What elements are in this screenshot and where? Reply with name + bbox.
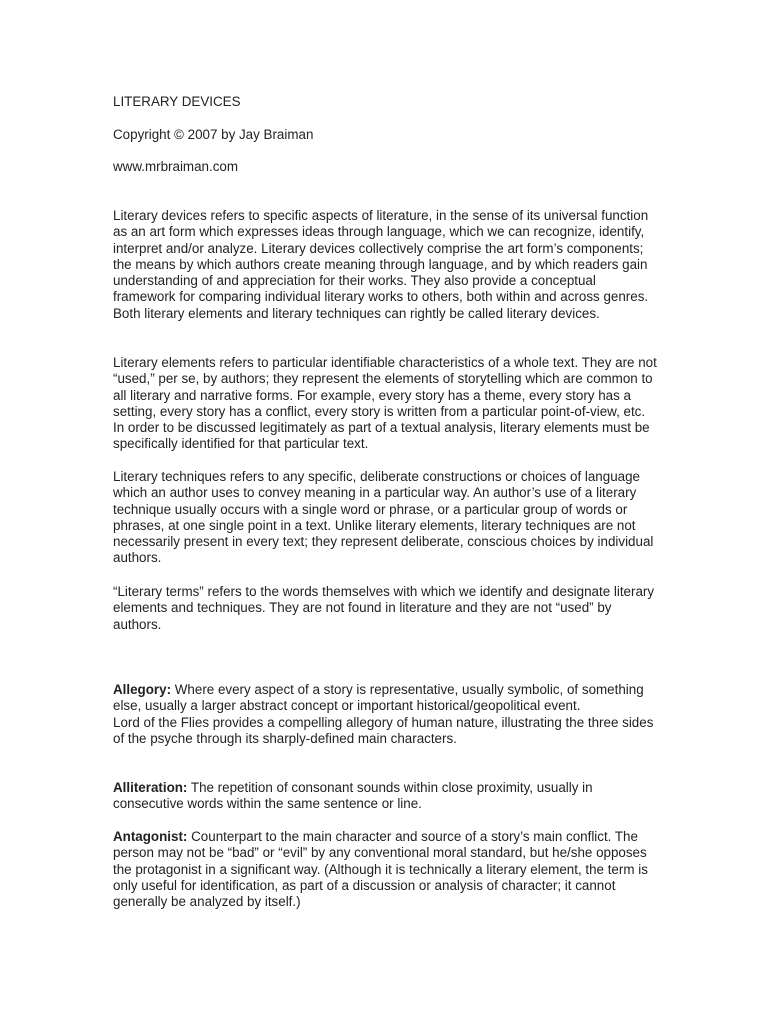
glossary-entry-antagonist bbox=[113, 829, 658, 910]
glossary-term: Alliteration: bbox=[113, 780, 188, 795]
glossary-term: Allegory: bbox=[113, 682, 172, 697]
document-title: LITERARY DEVICES bbox=[113, 94, 241, 109]
glossary-definition: Where every aspect of a story is representative, usually symbolic, of something else, usually a larger abstract concept or important historical/geopolitical event. bbox=[113, 682, 644, 714]
glossary-definition: Counterpart to the main character and source of a story’s main conflict. The person may not be “bad” or “evil” by any conventional moral standard, but he/she opposes the protagonist in a significant way. (Although it is technically a literary element, the term is only useful for identification, as part of a discussion or analysis of character; it cannot generally be analyzed by itself.) bbox=[113, 829, 648, 910]
glossary-definition: The repetition of consonant sounds within close proximity, usually in consecutive words within the same sentence or line. bbox=[113, 780, 593, 812]
glossary-entry-allegory bbox=[113, 682, 658, 747]
glossary-term: Antagonist: bbox=[113, 829, 188, 844]
intro-paragraph-techniques: Literary techniques refers to any specific, deliberate constructions or choices of language which an author uses to convey meaning in a particular way. An author’s use of a literary technique usually occurs with a single word or phrase, or a particular group of words or phrases, at one single point in a text. Unlike literary elements, literary techniques are not necessarily present in every text; they represent deliberate, conscious choices by individual authors. bbox=[113, 469, 654, 566]
intro-paragraph-elements: Literary elements refers to particular identifiable characteristics of a whole text. They are not “used,” per se, by authors; they represent the elements of storytelling which are common to all literary and narrative forms. For example, every story has a theme, every story has a setting, every story has a conflict, every story is written from a particular point-of-view, etc. In order to be discussed legitimately as part of a textual analysis, literary elements must be specifically identified for that particular text. bbox=[113, 355, 657, 452]
copyright-line: Copyright © 2007 by Jay Braiman bbox=[113, 127, 314, 142]
intro-paragraph-terms: “Literary terms” refers to the words themselves with which we identify and designate literary elements and techniques. They are not found in literature and they are not “used” by authors. bbox=[113, 584, 655, 632]
intro-paragraph-devices: Literary devices refers to specific aspects of literature, in the sense of its universal function as an art form which expresses ideas through language, which we can recognize, identify, interpret and/or analyze. Literary devices collectively comprise the art form’s components; the means by which authors create meaning through language, and by which readers gain understanding of and appreciation for their works. They also provide a conceptual framework for comparing individual literary works to others, both within and across genres. Both literary elements and literary techniques can rightly be called literary devices. bbox=[113, 208, 649, 321]
glossary-entry-alliteration bbox=[113, 780, 658, 813]
glossary-example: Lord of the Flies provides a compelling allegory of human nature, illustrating the three sides of the psyche through its sharply-defined main characters. bbox=[113, 714, 654, 746]
website-url: www.mrbraiman.com bbox=[113, 159, 239, 174]
